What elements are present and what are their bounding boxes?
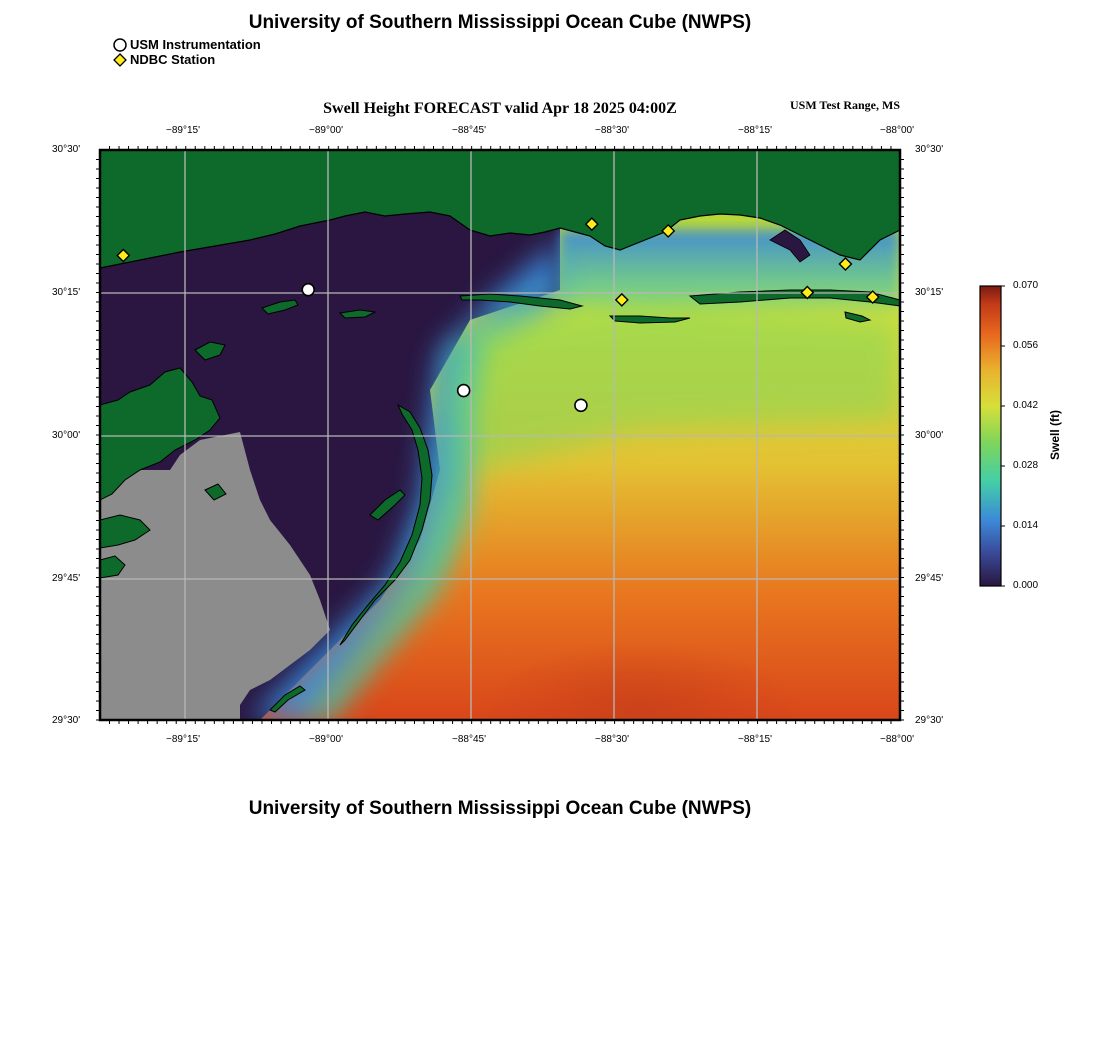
swell-colorbar <box>975 282 1005 592</box>
lat-tick-right: 30°30' <box>915 144 944 155</box>
map-title: Swell Height FORECAST valid Apr 18 2025 04:00Z <box>323 100 677 117</box>
legend-usm-instrumentation-label: USM Instrumentation <box>130 37 261 52</box>
lon-tick-bottom: −88°30' <box>595 734 629 745</box>
lon-tick-top: −88°15' <box>738 125 772 136</box>
ndbc-station-legend-icon <box>113 53 127 67</box>
map-subtitle: USM Test Range, MS <box>789 98 900 112</box>
colorbar-title: Swell (ft) <box>1048 410 1062 460</box>
lat-tick-right: 29°30' <box>915 715 944 726</box>
page-title: University of Southern Mississippi Ocean Cube (NWPS) <box>248 12 752 33</box>
lon-tick-top: −88°00' <box>880 125 914 136</box>
usm-instrument-marker[interactable] <box>302 284 314 296</box>
colorbar-tick: 0.042 <box>1013 400 1039 411</box>
lon-tick-top: −89°15' <box>166 125 200 136</box>
swell-height-map[interactable] <box>94 144 910 728</box>
lat-tick-left: 29°30' <box>52 715 81 726</box>
lat-tick-right: 30°00' <box>915 430 944 441</box>
lat-tick-left: 30°15' <box>52 287 81 298</box>
usm-instrument-marker[interactable] <box>575 399 587 411</box>
lat-tick-left: 29°45' <box>52 573 81 584</box>
usm-instrument-marker[interactable] <box>458 385 470 397</box>
lat-tick-left: 30°00' <box>52 430 81 441</box>
legend-ndbc-station-label: NDBC Station <box>130 52 216 67</box>
colorbar-tick: 0.000 <box>1013 580 1039 591</box>
lon-tick-top: −88°30' <box>595 125 629 136</box>
lon-tick-bottom: −88°45' <box>452 734 486 745</box>
footer-title: University of Southern Mississippi Ocean Cube (NWPS) <box>248 798 752 819</box>
lon-tick-bottom: −88°15' <box>738 734 772 745</box>
lon-tick-bottom: −88°00' <box>880 734 914 745</box>
lat-tick-left: 30°30' <box>52 144 81 155</box>
usm-instrumentation-legend-icon <box>113 38 127 52</box>
lat-tick-right: 29°45' <box>915 573 944 584</box>
lon-tick-top: −88°45' <box>452 125 486 136</box>
colorbar-tick: 0.028 <box>1013 460 1039 471</box>
colorbar-tick: 0.014 <box>1013 520 1039 531</box>
colorbar-tick: 0.070 <box>1013 280 1039 291</box>
lon-tick-top: −89°00' <box>309 125 343 136</box>
lon-tick-bottom: −89°15' <box>166 734 200 745</box>
lon-tick-bottom: −89°00' <box>309 734 343 745</box>
colorbar-tick: 0.056 <box>1013 340 1039 351</box>
lat-tick-right: 30°15' <box>915 287 944 298</box>
